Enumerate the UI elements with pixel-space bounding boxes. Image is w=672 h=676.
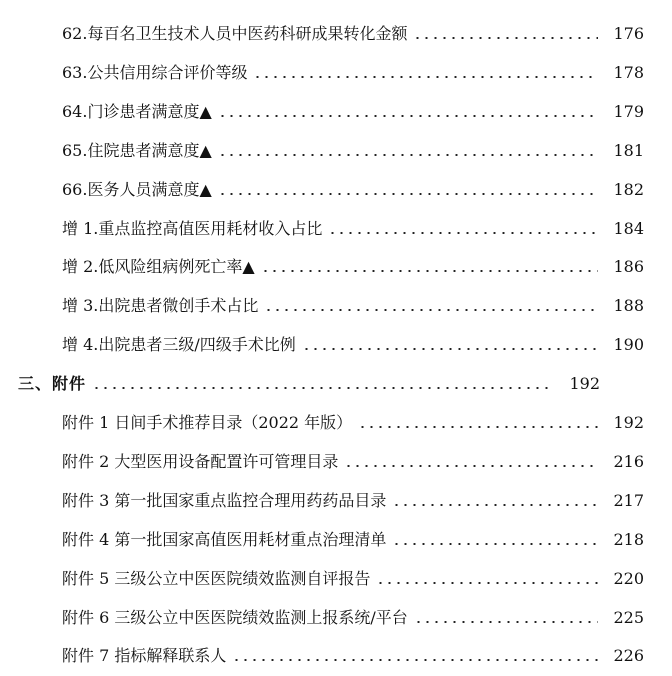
toc-page-number: 226 [613, 646, 644, 665]
toc-entry[interactable] [0, 96, 672, 122]
toc-page-number: 181 [613, 141, 644, 160]
toc-page-number: 182 [613, 180, 644, 199]
toc-page-number: 186 [613, 257, 644, 276]
toc-entry-title: 64.门诊患者满意度▲ [62, 102, 212, 121]
toc-page-number: 216 [613, 452, 644, 471]
toc-entry-title: 附件 5 三级公立中医医院绩效监测自评报告 [62, 569, 371, 588]
toc-page-number: 176 [613, 24, 644, 43]
toc-entry-title: 62.每百名卫生技术人员中医药科研成果转化金额 [62, 24, 408, 43]
toc-page-number: 225 [613, 608, 644, 627]
dot-leader [358, 426, 598, 428]
toc-entry[interactable] [0, 135, 672, 161]
toc-entry-title: 增 1.重点监控高值医用耗材收入占比 [62, 219, 323, 238]
toc-section-heading[interactable] [0, 368, 628, 394]
dot-leader [264, 309, 598, 311]
toc-entry-title: 增 2.低风险组病例死亡率▲ [62, 257, 255, 276]
toc-entry[interactable] [0, 329, 672, 355]
dot-leader [414, 621, 598, 623]
toc-entry[interactable] [0, 446, 672, 472]
toc-entry-title: 附件 4 第一批国家高值医用耗材重点治理清单 [62, 530, 387, 549]
toc-entry[interactable] [0, 640, 672, 666]
toc-page-number: 179 [613, 102, 644, 121]
toc-entry-title: 增 3.出院患者微创手术占比 [62, 296, 259, 315]
toc-entry-title: 63.公共信用综合评价等级 [62, 63, 248, 82]
toc-page-number: 192 [613, 413, 644, 432]
toc-entry[interactable] [0, 407, 672, 433]
toc-entry-title: 附件 7 指标解释联系人 [62, 646, 227, 665]
toc-page-number: 217 [613, 491, 644, 510]
toc-entry[interactable] [0, 524, 672, 550]
dot-leader [218, 115, 598, 117]
toc-entry-title: 附件 3 第一批国家重点监控合理用药药品目录 [62, 491, 387, 510]
dot-leader [261, 270, 598, 272]
dot-leader [232, 659, 598, 661]
toc-entry-title: 附件 6 三级公立中医医院绩效监测上报系统/平台 [62, 608, 408, 627]
toc-page-number: 220 [613, 569, 644, 588]
dot-leader [376, 582, 598, 584]
toc-entry[interactable] [0, 290, 672, 316]
toc-page-number: 218 [613, 530, 644, 549]
toc-entry[interactable] [0, 213, 672, 239]
dot-leader [392, 543, 598, 545]
toc-page-number: 178 [613, 63, 644, 82]
dot-leader [344, 465, 598, 467]
toc-entry[interactable] [0, 174, 672, 200]
toc-entry-title: 附件 2 大型医用设备配置许可管理目录 [62, 452, 339, 471]
toc-entry-title: 增 4.出院患者三级/四级手术比例 [62, 335, 296, 354]
toc-section-title: 三、附件 [18, 374, 87, 393]
dot-leader [253, 76, 598, 78]
toc-entry-title: 65.住院患者满意度▲ [62, 141, 212, 160]
dot-leader [92, 387, 554, 389]
toc-page-number: 190 [613, 335, 644, 354]
toc-entry[interactable] [0, 602, 672, 628]
toc-entry[interactable] [0, 57, 672, 83]
toc-entry[interactable] [0, 251, 672, 277]
dot-leader [218, 154, 598, 156]
toc-entry[interactable] [0, 563, 672, 589]
toc-page-number: 184 [613, 219, 644, 238]
toc-page-number: 188 [613, 296, 644, 315]
dot-leader [392, 504, 598, 506]
toc-page-number: 192 [569, 374, 600, 393]
toc-entry[interactable] [0, 18, 672, 44]
dot-leader [302, 348, 598, 350]
dot-leader [413, 37, 598, 39]
toc-entry-title: 附件 1 日间手术推荐目录（2022 年版） [62, 413, 353, 432]
toc-entry-title: 66.医务人员满意度▲ [62, 180, 212, 199]
toc-entry[interactable] [0, 485, 672, 511]
dot-leader [328, 232, 598, 234]
dot-leader [218, 193, 598, 195]
